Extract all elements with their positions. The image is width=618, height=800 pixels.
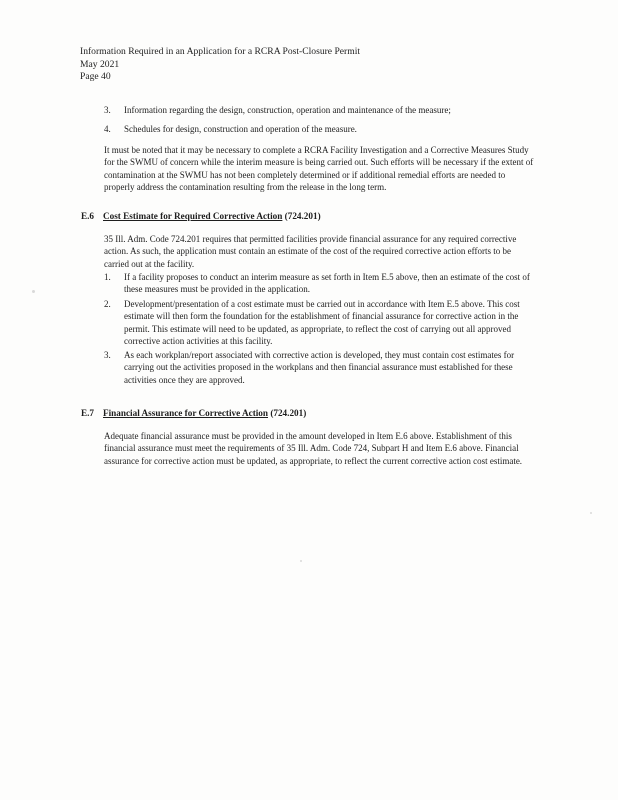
- list-item-number: 3.: [104, 350, 111, 360]
- list-item-number: 1.: [104, 272, 111, 282]
- list-item-text: As each workplan/report associated with corrective action is developed, they must contain cost estimates for carrying out the activities proposed in the workplans and then financial assurance must established for these activities once they are approved.: [124, 350, 515, 385]
- page-header: [80, 46, 360, 84]
- section-e6-intro: 35 Ill. Adm. Code 724.201 requires that permitted facilities provide financial assurance for any required corrective action. As such, the application must contain an estimate of the cost of the required corrective action efforts to be carried out at the facility.: [104, 234, 517, 269]
- list-item-text: Development/presentation of a cost estimate must be carried out in accordance with Item E.5 above. This cost estimate will then form the foundation for the establishment of financial assurance for corrective action in the permit. This estimate will need to be updated, as appropriate, to reflect the cost of carrying out all approved corrective action activities at this facility.: [124, 299, 520, 347]
- scan-speck: [590, 512, 592, 514]
- list-item-text: Information regarding the design, construction, operation and maintenance of the measure;: [124, 105, 451, 115]
- section-citation: (724.201): [268, 408, 307, 418]
- header-title: Information Required in an Application for a RCRA Post-Closure Permit: [80, 46, 361, 57]
- section-e6-heading: [81, 211, 321, 221]
- list-item-number: 2.: [104, 299, 111, 309]
- list-item-number: 4.: [104, 124, 111, 134]
- note-paragraph: It must be noted that it may be necessary to complete a RCRA Facility Investigation and a Corrective Measures Study for the SWMU of concern while the interim measure is being carried out. Such efforts will be necessary if the extent of contamination at the SWMU has not been completely determined or if additional remedial efforts are needed to properly address the contamination resulting from the release in the long term.: [104, 145, 534, 193]
- list-item-text: Schedules for design, construction and operation of the measure.: [124, 124, 357, 134]
- section-title: Cost Estimate for Required Corrective Action: [103, 211, 283, 221]
- section-e7-heading: [81, 408, 306, 418]
- section-number: E.7: [81, 408, 95, 418]
- section-title: Financial Assurance for Corrective Action: [103, 408, 269, 418]
- section-citation: (724.201): [282, 211, 321, 221]
- list-item-number: 3.: [104, 105, 111, 115]
- section-e7-body: Adequate financial assurance must be provided in the amount developed in Item E.6 above. Establishment of this financial assurance must meet the requirements of 35 Ill. Adm. Code 724, Subpart H and Item E.6 above. Financial assurance for corrective action must be updated, as appropriate, to reflect the current corrective action cost estimate.: [104, 431, 523, 466]
- section-number: E.6: [81, 211, 95, 221]
- header-date: May 2021: [80, 58, 120, 70]
- scan-speck: [32, 290, 35, 293]
- header-page-number: Page 40: [80, 71, 111, 82]
- list-item-text: If a facility proposes to conduct an interim measure as set forth in Item E.5 above, then an estimate of the cost of these measures must be provided in the application.: [124, 272, 530, 295]
- scan-speck: [300, 560, 302, 562]
